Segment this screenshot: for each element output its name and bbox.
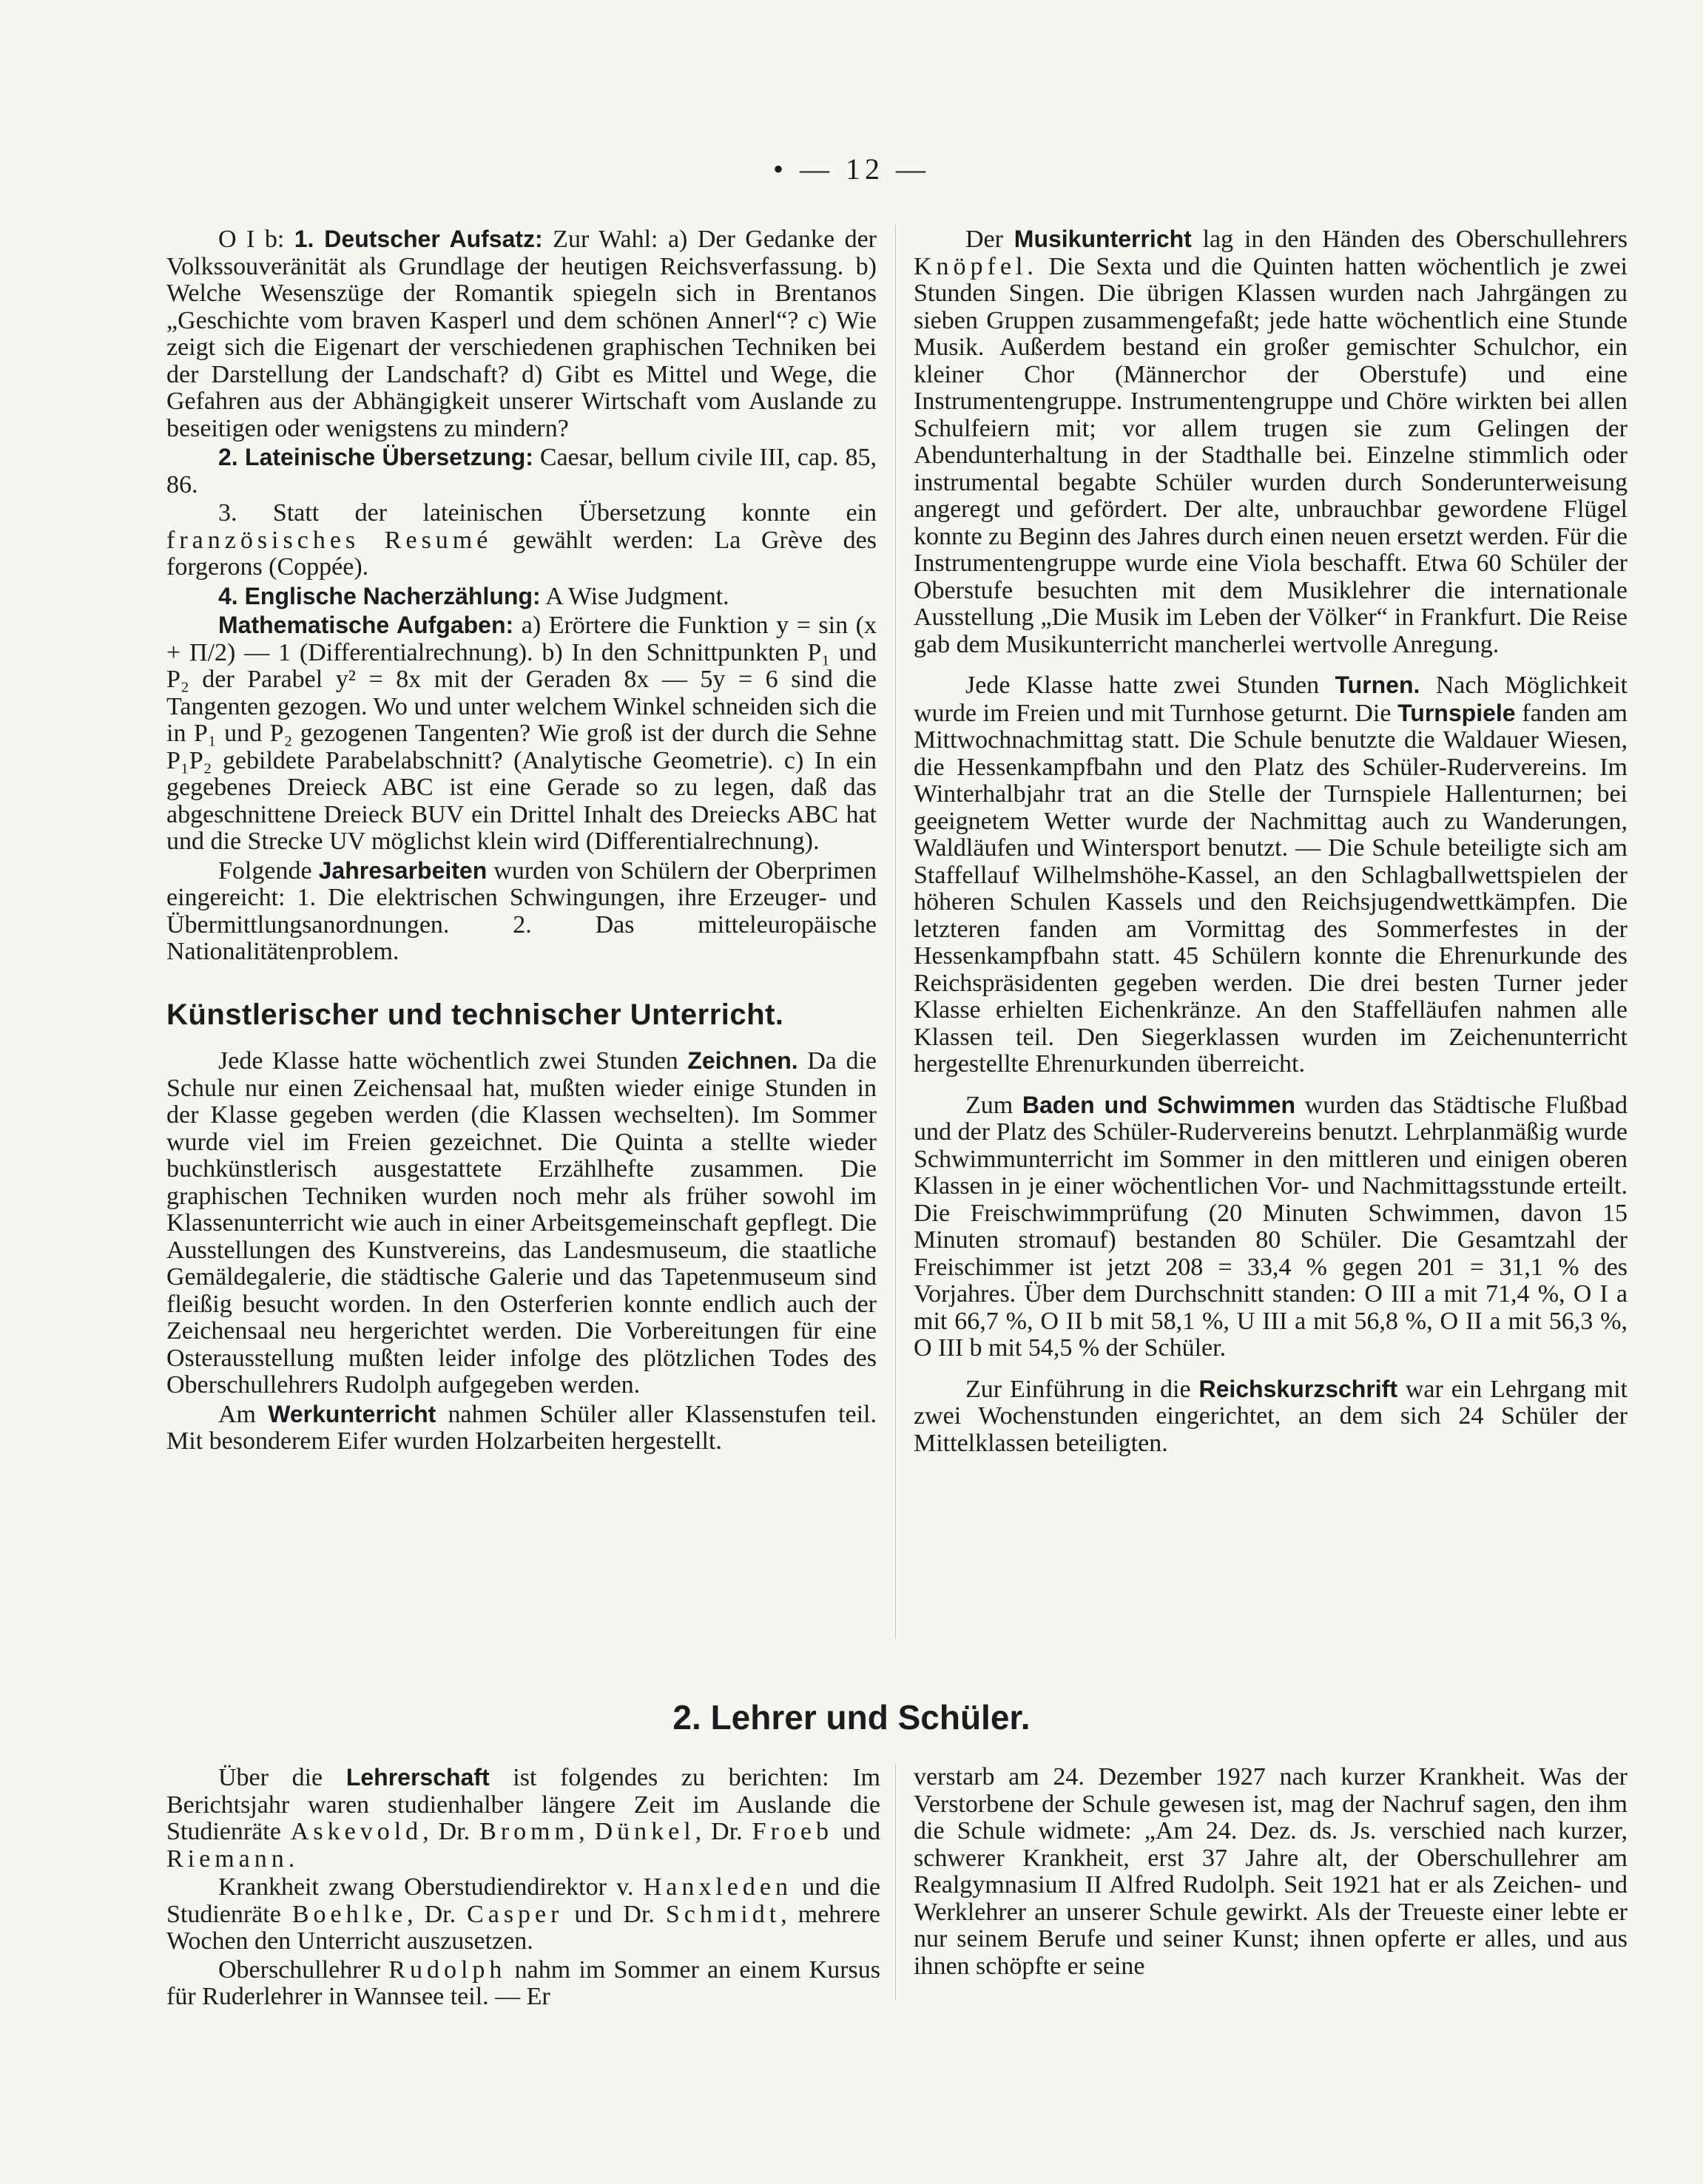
- column-divider-bottom: [895, 1764, 896, 2001]
- left-column-top: [166, 226, 877, 1456]
- paragraph-english: 4. Englische Nacherzählung: A Wise Judgment.: [218, 582, 729, 610]
- paragraph-gymnastics: Jede Klasse hatte zwei Stunden Turnen. Nach Möglichkeit wurde im Freien und mit Turnhose geturnt. Die Turnspiele fanden am Mittwochnachmittag statt. Die Schule benutzte die Waldauer Wiesen, die Hessenkampfbahn und den Platz des Schüler-Rudervereins. Im Winterhalbjahr trat an die Stelle der Turnspiele Hallenturnen; bei geeignetem Wetter wurde der Nachmittag auch zu Wanderungen, Waldläufen und Wintersport benutzt. — Die Schule beteiligte sich am Staffellauf Wilhelmshöhe-Kassel, an den Schlagballwettspielen der höheren Schulen Kassels und den Reichsjugendwettkämpfen. Die letzteren fanden am Vormittag des Sommerfestes in der Hessenkampfbahn statt. 45 Schülern konnte die Ehrenurkunde des Reichspräsidenten gegeben werden. Die drei besten Turner jeder Klasse erhielten Eichenkränze. An den Staffelläufen nahmen alle Klassen teil. Den Siegerklassen wurden im Zeichenunterricht hergestellte Ehrenurkunden überreicht.: [914, 672, 1628, 1078]
- paragraph-obituary: verstarb am 24. Dezember 1927 nach kurzer Krankheit. Was der Verstorbene der Schule gewesen ist, mag der Nachruf sagen, den ihm die Schule widmete: „Am 24. Dez. ds. Js. verschied nach kurzer, schwerer Krankheit, erst 37 Jahre alt, der Oberschullehrer am Realgymnasium II Alfred Rudolph. Seit 1921 hat er als Zeichen- und Werklehrer an unserer Schule gewirkt. Als der Treueste einer lebte er nur seinem Berufe und seiner Kunst; ihnen opferte er alles, und aus ihnen schöpfte er seine: [914, 1763, 1628, 1980]
- paragraph-rudolph: Oberschullehrer Rudolph nahm im Sommer an einem Kursus für Ruderlehrer in Wannsee teil. — Er: [166, 1955, 880, 2010]
- paragraph-math: Mathematische Aufgaben: a) Erörtere die Funktion y = sin (x + Π/2) — 1 (Differentialrechnung). b) In den Schnittpunkten P₁ und P₂ der Parabel y² = 8x mit der Geraden 8x — 5y = 6 sind die Tangenten gezogen. Wo und unter welchem Winkel schneiden sich die in P₁ und P₂ gezogenen Tangenten? Wie groß ist der durch die Sehne P₁P₂ gebildete Parabelabschnitt? (Analytische Geometrie). c) In ein gegebenes Dreieck ABC ist eine Gerade so zu legen, daß das abgeschnittene Dreieck BUV ein Drittel Inhalt des Dreiecks ABC hat und die Strecke UV möglichst klein wird (Differentialrechnung).: [166, 612, 877, 855]
- spaced-name: Boehlke: [291, 1900, 408, 1928]
- spaced-text: Knöpfel.: [914, 252, 1038, 280]
- column-divider-top: [895, 226, 896, 1638]
- bold-heading: 1. Deutscher Aufsatz:: [294, 226, 543, 252]
- bold-heading: Turnen.: [1335, 672, 1420, 698]
- spaced-name: Hanxleden: [643, 1873, 792, 1901]
- bold-heading: Mathematische Aufgaben:: [218, 612, 514, 638]
- bold-heading: Turnspiele: [1397, 699, 1516, 726]
- paragraph-latin: 2. Lateinische Übersetzung: Caesar, bellum civile III, cap. 85, 86.: [166, 444, 877, 498]
- bold-heading: 2. Lateinische Übersetzung:: [218, 444, 533, 470]
- bold-heading: Zeichnen.: [687, 1047, 798, 1074]
- bold-heading: Jahresarbeiten: [318, 856, 488, 884]
- paragraph-oib-exams: O I b: 1. Deutscher Aufsatz: Zur Wahl: a) Der Gedanke der Volkssouveränität als Grundlage der heutigen Reichsverfassung. b) Welche Wesenszüge der Romantik spiegeln sich in Brentanos „Geschichte vom braven Kasperl und dem schönen Annerl“? c) Wie zeigt sich die Eigenart der verschiedenen graphischen Techniken bei der Darstellung der Landschaft? d) Gibt es Mittel und Wege, die Gefahren aus der Abhängigkeit unserer Wirtschaft vom Auslande zu beseitigen oder wenigstens zu mindern?: [166, 226, 877, 442]
- paragraph-swimming: Zum Baden und Schwimmen wurden das Städtische Flußbad und der Platz des Schüler-Rudervereins benutzt. Lehrplanmäßig wurde Schwimmunterricht im Sommer in den mittleren und einigen oberen Klassen in je einer wöchentlichen Vor- und Nachmittagsstunde erteilt. Die Freischwimmprüfung (20 Minuten Schwimmen, davon 15 Minuten stromauf) bestanden 80 Schüler. Die Gesamtzahl der Freischimmer ist jetzt 208 = 33,4 % gegen 201 = 31,1 % des Vorjahres. Über dem Durchschnitt standen: O III a mit 71,4 %, O I a mit 66,7 %, O II b mit 58,1 %, U III a mit 56,8 %, O II a mit 56,3 %, O III b mit 54,5 % der Schüler.: [914, 1091, 1628, 1362]
- paragraph-illness: Krankheit zwang Oberstudiendirektor v. Hanxleden und die Studienräte Boehlke, Dr. Casper und Dr. Schmidt, mehrere Wochen den Unterricht auszusetzen.: [166, 1873, 881, 1955]
- bold-heading: 4. Englische Nacherzählung:: [218, 582, 541, 609]
- paragraph-teachers: Über die Lehrerschaft ist folgendes zu berichten: Im Berichtsjahr waren studienhalber längere Zeit im Auslande die Studienräte Askevold, Dr. Bromm, Dünkel, Dr. Froeb und Riemann.: [166, 1764, 880, 1873]
- spaced-text: französisches Resumé: [166, 526, 493, 554]
- paragraph-french: 3. Statt der lateinischen Übersetzung konnte ein französisches Resumé gewählt werden: La Grève des forgerons (Coppée).: [166, 499, 877, 581]
- left-column-bottom: [166, 1764, 880, 2011]
- spaced-name: Schmidt: [665, 1900, 781, 1928]
- spaced-name: Bromm: [479, 1818, 579, 1845]
- paragraph-woodwork: Am Werkunterricht nahmen Schüler aller Klassenstufen teil. Mit besonderem Eifer wurden Holzarbeiten hergestellt.: [166, 1400, 877, 1455]
- paragraph-shorthand: Zur Einführung in die Reichskurzschrift war ein Lehrgang mit zwei Wochenstunden eingerichtet, an dem sich 24 Schüler der Mittelklassen beteiligten.: [914, 1375, 1628, 1457]
- bold-heading: Reichskurzschrift: [1198, 1375, 1397, 1402]
- paragraph-annual-works: Folgende Jahresarbeiten wurden von Schülern der Oberprimen eingereicht: 1. Die elektrischen Schwingungen, ihre Erzeuger- und Übermittlungsanordnungen. 2. Das mitteleuropäische Nationalitätenproblem.: [166, 856, 877, 965]
- paragraph-music: Der Musikunterricht lag in den Händen des Oberschullehrers Knöpfel. Die Sexta und die Quinten hatten wöchentlich je zwei Stunden Singen. Die übrigen Klassen wurden nach Jahrgängen zu sieben Gruppen zusammengefaßt; jede hatte wöchentlich eine Stunde Musik. Außerdem bestand ein großer gemischter Schulchor, ein kleiner Chor (Männerchor der Oberstufe) und eine Instrumentengruppe. Instrumentengruppe und Chöre wirkten bei allen Schulfeiern mit; vor allem trugen sie zum Gelingen der Abendunterhaltung in der Stadthalle bei. Einzelne stimmlich oder instrumental begabte Schüler wurden durch Sonderunterweisung angeregt und gefördert. Der alte, unbrauchbar gewordene Flügel konnte zu Beginn des Jahres durch einen neuen ersetzt werden. Für die Instrumentengruppe wurde eine Viola beschafft. Etwa 60 Schüler der Oberstufe besuchten mit dem Musiklehrer die internationale Ausstellung „Die Musik im Leben der Völker“ in Frankfurt. Die Reise gab dem Musikunterricht mancherlei wertvolle Anregung.: [914, 226, 1628, 658]
- right-column-bottom: [914, 1764, 1628, 1980]
- spaced-name: Froeb: [752, 1818, 833, 1845]
- right-column-top: [914, 226, 1628, 1457]
- spaced-name: Riemann.: [166, 1845, 300, 1873]
- chapter-title: 2. Lehrer und Schüler.: [672, 1698, 1031, 1737]
- spaced-name: Askevold: [290, 1818, 423, 1845]
- section-title-arts: Künstlerischer und technischer Unterricht.: [166, 998, 784, 1031]
- bold-heading: Werkunterricht: [268, 1400, 436, 1427]
- page-number: • — 12 —: [772, 152, 930, 186]
- spaced-name: Casper: [467, 1900, 564, 1928]
- spaced-name: Rudolph: [388, 1955, 507, 1984]
- bold-heading: Musikunterricht: [1014, 226, 1192, 252]
- bold-heading: Baden und Schwimmen: [1022, 1091, 1296, 1118]
- spaced-name: Dünkel: [594, 1818, 695, 1845]
- paragraph-drawing: Jede Klasse hatte wöchentlich zwei Stunden Zeichnen. Da die Schule nur einen Zeichensaal hat, mußten wieder einige Stunden in der Klasse gegeben werden (die Klassen wechselten). Im Sommer wurde viel im Freien gezeichnet. Die Quinta a stellte wieder buchkünstlerisch ausgestattete Erzählhefte zusammen. Die graphischen Techniken wurden noch mehr als früher sowohl im Klassenunterricht wie auch in einer Arbeitsgemeinschaft gepflegt. Die Ausstellungen des Kunstvereins, das Landesmuseum, die staatliche Gemäldegalerie, die städtische Galerie und das Tapetenmuseum sind fleißig besucht worden. In den Osterferien konnte endlich auch der Zeichensaal neu hergerichtet werden. Die Vorbereitungen für eine Osterausstellung mußten leider infolge des plötzlichen Todes des Oberschullehrers Rudolph aufgegeben werden.: [166, 1047, 877, 1399]
- bold-heading: Lehrerschaft: [345, 1764, 490, 1791]
